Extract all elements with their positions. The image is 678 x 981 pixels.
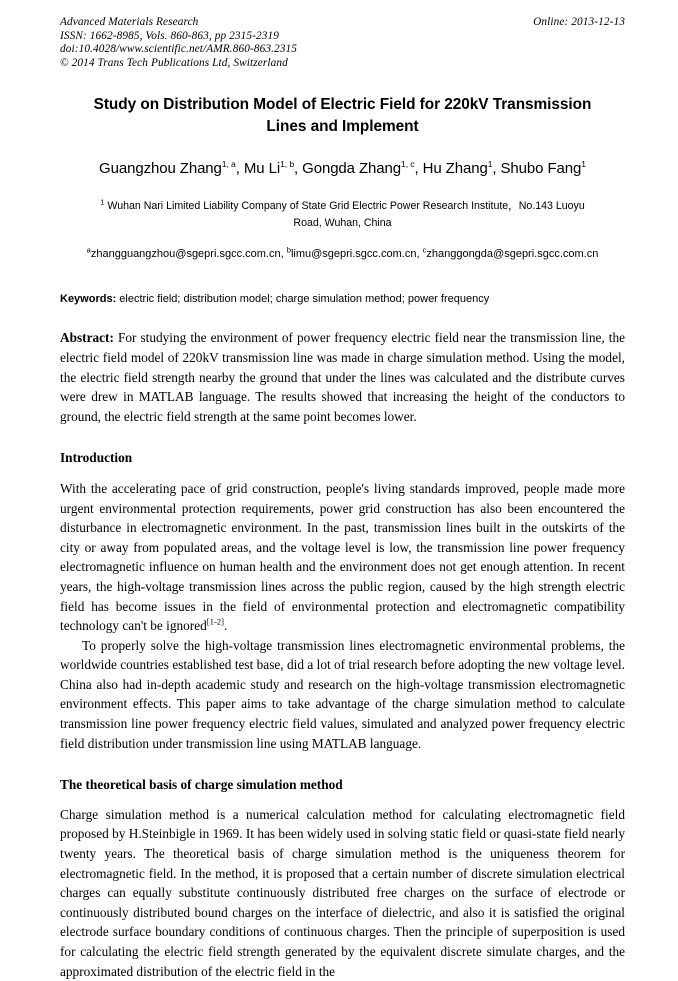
keywords-block bbox=[60, 291, 625, 307]
author-affiliation-marker: 1, a bbox=[221, 159, 236, 170]
author-entry bbox=[99, 160, 244, 177]
author-affiliation-marker: 1, b bbox=[280, 159, 294, 170]
author-entry bbox=[244, 160, 302, 177]
author-name: Guangzhou Zhang bbox=[99, 160, 222, 178]
email-address[interactable]: limu@sgepri.sgcc.com.cn bbox=[290, 248, 417, 261]
journal-name: Advanced Materials Research bbox=[60, 16, 199, 28]
email-address[interactable]: zhanggongda@sgepri.sgcc.com.cn bbox=[426, 248, 599, 261]
author-name: Shubo Fang bbox=[500, 160, 582, 178]
theoretical-basis-paragraph-1: Charge simulation method is a numerical calculation method for calculating electromagnetic field proposed by H.Steinbigle in 1969. It has been widely used in solving static field or quasi-state field nearly twenty years. The theoretical basis of charge simulation method is the uniqueness theorem for electromagnetic field. In the method, it is proposed that a certain number of discrete simulation electrical charges can equally substitute continuously distributed free charges on the surface of electrode or continuously distributed bound charges on the interface of dielectric, and also it is satisfied the original electrode surface boundary conditions of continuous charges. Then the principle of superposition is used for calculating the electric field strength generated by the equivalent discrete simulate charges, and the approximated distribution of the electric field in the bbox=[60, 806, 625, 979]
email-marker: b bbox=[286, 245, 291, 255]
author-name: Gongda Zhang bbox=[302, 160, 402, 178]
author-separator: , bbox=[294, 160, 303, 178]
citation-reference[interactable]: [1-2] bbox=[206, 616, 224, 627]
journal-masthead bbox=[60, 16, 625, 70]
paper-title: Study on Distribution Model of Electric Field for 220kV Transmission Lines and Implement bbox=[93, 96, 592, 136]
introduction-paragraph-2: To properly solve the high-voltage transmission lines electromagnetic environmental problems, the worldwide countries established test base, did a lot of trial research before adopting the new voltage level. China also had in-depth academic study and research on the high-voltage transmission electromagnetic environment effects. This paper aims to take advantage of the charge simulation method to calculate transmission line power frequency electric field values, simulated and analyzed power frequency electric field distribution under transmission line using MATLAB language. bbox=[60, 637, 625, 751]
section-heading-introduction: Introduction bbox=[60, 450, 133, 466]
author-affiliation-marker: 1 bbox=[487, 159, 493, 170]
author-entry bbox=[423, 160, 501, 177]
author-name: Hu Zhang bbox=[422, 160, 488, 178]
email-separator: , bbox=[280, 248, 287, 261]
author-affiliation-marker: 1 bbox=[581, 159, 586, 170]
author-separator: , bbox=[235, 160, 244, 178]
abstract-block bbox=[60, 328, 625, 426]
author-separator: , bbox=[492, 160, 501, 178]
author-list bbox=[60, 159, 625, 179]
abstract-label: Abstract: bbox=[60, 330, 114, 346]
email-marker: c bbox=[422, 245, 427, 255]
journal-doi: doi:10.4028/www.scientific.net/AMR.860-863.2315 bbox=[60, 43, 297, 56]
author-entry bbox=[302, 160, 422, 177]
online-publication-date: Online: 2013-12-13 bbox=[533, 16, 625, 28]
author-name: Mu Li bbox=[243, 160, 281, 178]
section-heading-theoretical-basis: The theoretical basis of charge simulation method bbox=[60, 777, 343, 793]
email-separator: , bbox=[416, 248, 420, 261]
email-address[interactable]: zhangguangzhou@sgepri.sgcc.com.cn bbox=[90, 248, 281, 261]
paragraph-tail: . bbox=[223, 618, 228, 634]
journal-issn: ISSN: 1662-8985, Vols. 860-863, pp 2315-2319 bbox=[60, 29, 280, 42]
abstract-text: For studying the environment of power frequency electric field near the transmission line, the electric field model of 220kV transmission line was made in charge simulation method. Using the model, the electric field strength nearby the ground that under the lines was calculated and the distribute curves were drew in MATLAB language. The results showed that increasing the height of the conductors to ground, the electric field strength at the same point becomes lower. bbox=[60, 330, 625, 424]
author-affiliation-marker: 1, c bbox=[401, 159, 415, 170]
author-entry bbox=[501, 160, 586, 177]
affiliation-marker: 1 bbox=[100, 197, 105, 207]
keywords-text: electric field; distribution model; charge simulation method; power frequency bbox=[116, 293, 490, 306]
affiliation-block bbox=[60, 198, 625, 232]
affiliation-text: Wuhan Nari Limited Liability Company of State Grid Electric Power Research Institute，No.143 Luoyu Road, Wuhan, China bbox=[104, 200, 585, 230]
email-block bbox=[60, 246, 625, 263]
introduction-paragraph-1 bbox=[60, 479, 625, 636]
paragraph-text: With the accelerating pace of grid construction, people's living standards improved, people made more urgent environmental protection requirements, power grid construction has also been encountered the disturbance in electromagnetic environment. In the past, transmission lines built in the outskirts of the city or away from populated areas, and the voltage level is low, the transmission line power frequency electromagnetic influence on human health and the environment does not get enough attention. In recent years, the high-voltage transmission lines across the public region, caused by the high strength electric field has become issues in the field of environmental protection and electromagnetic compatibility technology can't be ignored bbox=[60, 480, 625, 634]
keywords-label: Keywords: bbox=[60, 293, 117, 306]
journal-copyright: © 2014 Trans Tech Publications Ltd, Switzerland bbox=[60, 56, 288, 69]
email-marker: a bbox=[86, 245, 91, 255]
author-separator: , bbox=[414, 160, 423, 178]
